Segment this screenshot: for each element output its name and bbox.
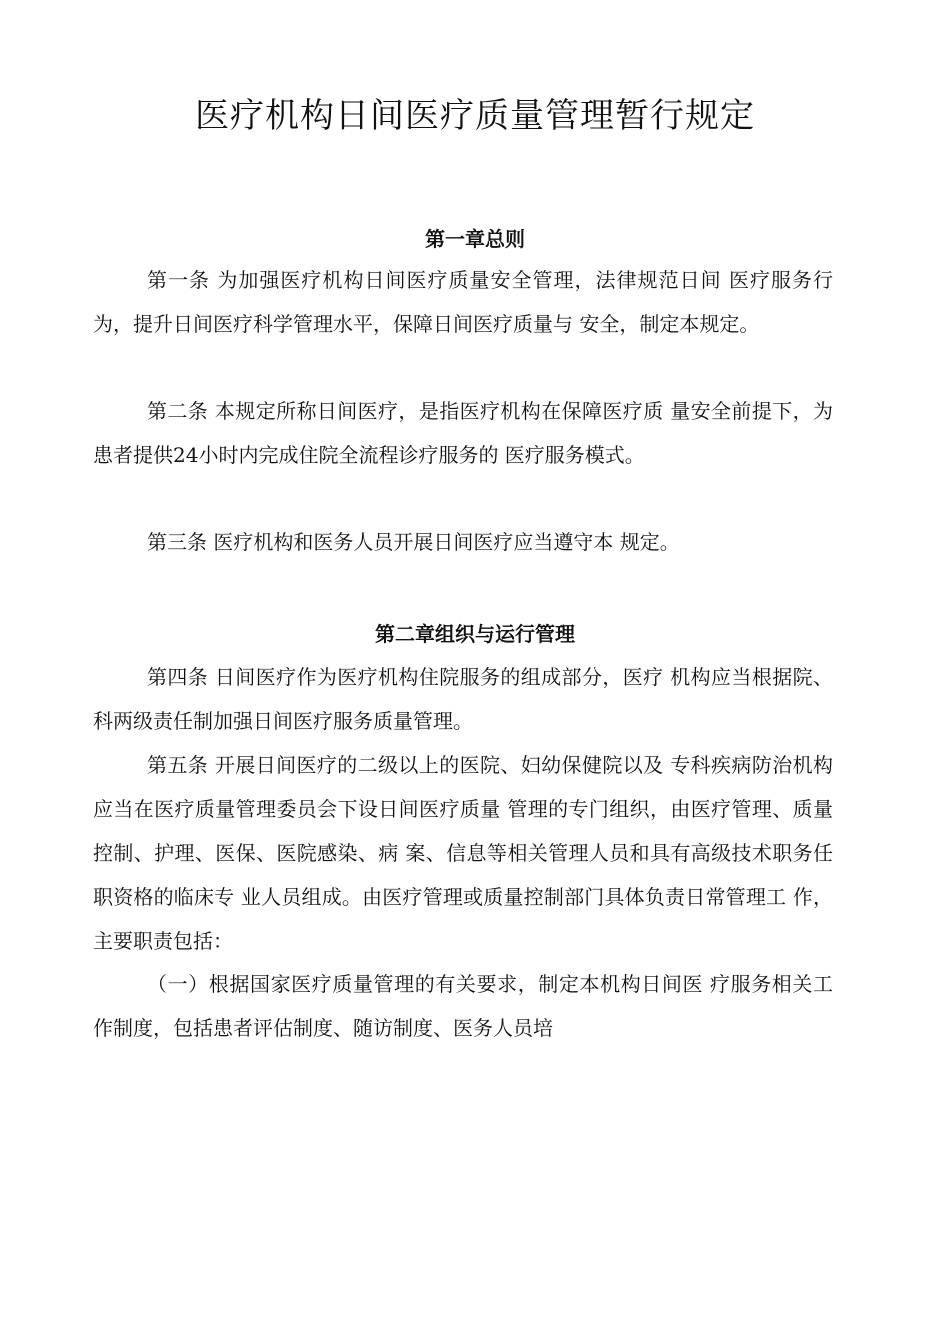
document-title: 医疗机构日间医疗质量管理暂行规定 <box>195 96 755 136</box>
article-2: 第二条 本规定所称日间医疗，是指医疗机构在保障医疗质 量安全前提下，为患者提供24小时内完成住院全流程诊疗服务的 医疗服务模式。 <box>93 399 833 467</box>
article-1: 第一条 为加强医疗机构日间医疗质量安全管理，法律规范日间 医疗服务行为，提升日间医疗科学管理水平，保障日间医疗质量与 安全，制定本规定。 <box>93 268 833 336</box>
chapter-heading-1: 第一章总则 <box>425 227 525 251</box>
article-4: 第四条 日间医疗作为医疗机构住院服务的组成部分，医疗 机构应当根据院、科两级责任制加强日间医疗服务质量管理。 <box>93 665 833 733</box>
article-5: 第五条 开展日间医疗的二级以上的医院、妇幼保健院以及 专科疾病防治机构应当在医疗质量管理委员会下设日间医疗质量 管理的专门组织，由医疗管理、质量控制、护理、医保、医院感染、病 案、信息等相关管理人员和具有高级技术职务任职资格的临床专 业人员组成。由医疗管理或质量控制部门具体负责日常管理工 作，主要职责包括： <box>93 753 833 953</box>
article-5-item-1: （一）根据国家医疗质量管理的有关要求，制定本机构日间医 疗服务相关工作制度，包括患者评估制度、随访制度、医务人员培 <box>93 972 833 1040</box>
article-3: 第三条 医疗机构和医务人员开展日间医疗应当遵守本 规定。 <box>147 530 680 554</box>
chapter-heading-2: 第二章组织与运行管理 <box>375 622 575 646</box>
